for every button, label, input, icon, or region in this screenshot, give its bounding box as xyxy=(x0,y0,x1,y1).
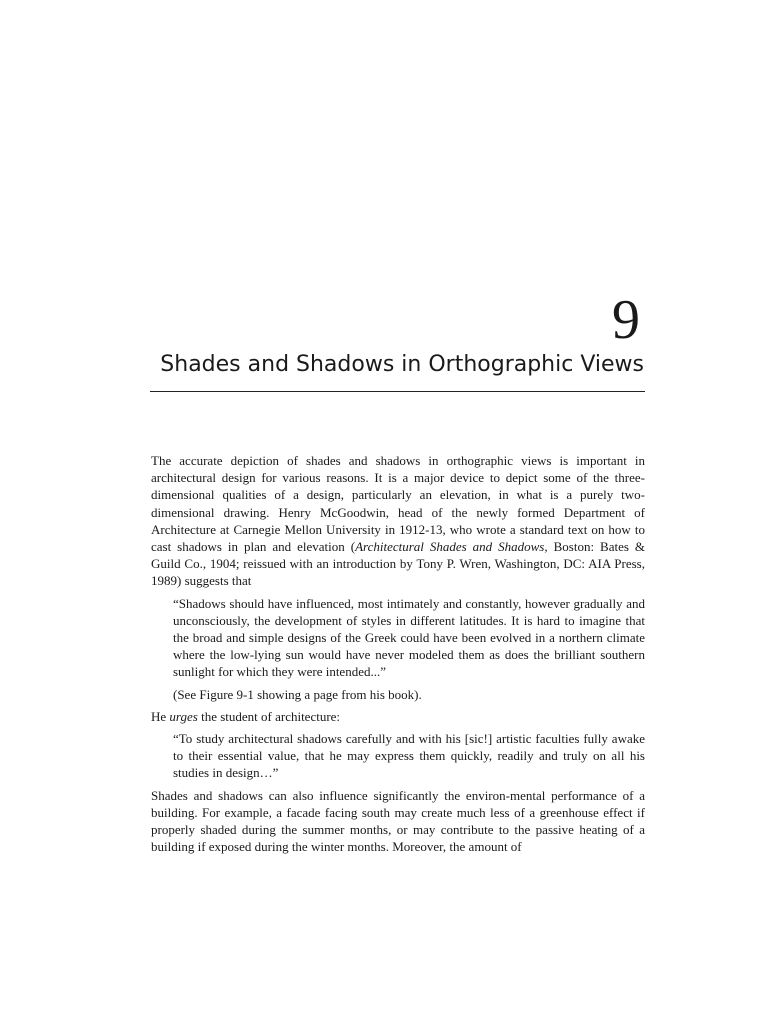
closing-paragraph: Shades and shadows can also influence significantly the environ-mental performance of a building. For example, a facade facing south may create much less of a greenhouse effect if properly shaded during the summer months, or may contribute to the passive heating of a building if exposed during the winter months. Moreover, the amount of xyxy=(151,787,645,855)
block-quote-1: “Shadows should have influenced, most intimately and constantly, however gradually and unconsciously, the development of styles in different latitudes. It is hard to imagine that the broad and simple designs of the Greek could have been evolved in a northern climate where the low-lying sun would have never modeled them as does the brilliant southern sunlight for which they were intended...” xyxy=(173,595,645,680)
title-rule xyxy=(150,391,645,392)
intro-text: The accurate depiction of shades and shadows in orthographic views is important in architectural design for various reasons. It is a major device to depict some of the three-dimensional qualities of a design, particularly an elevation, in what is a purely two-dimensional drawing. Henry McGoodwin, head of the newly formed Department of Architecture at Carnegie Mellon University in 1912-13, who wrote a standard text on how to cast shadows in plan and elevation ( xyxy=(151,453,645,555)
book-title: Architectural Shades and Shadows xyxy=(355,539,545,555)
chapter-title: Shades and Shadows in Orthographic Views xyxy=(160,352,644,377)
figure-note: (See Figure 9-1 showing a page from his book). xyxy=(173,686,422,702)
chapter-number: 9 xyxy=(612,289,640,351)
body-text xyxy=(151,452,645,860)
urges-word: urges xyxy=(169,708,198,724)
urges-line: He urges the student of architecture: xyxy=(151,708,341,724)
intro-paragraph xyxy=(151,452,645,590)
block-quote-2: “To study architectural shadows carefully and with his [sic!] artistic faculties fully awake to their essential value, that he may express them quickly, readily and truly on all his studies in design…” xyxy=(173,731,645,781)
intro-text-end: , Boston: Bates & Guild Co., 1904; reissued with an introduction by Tony P. Wren, Washington, DC: AIA Press, 1989) suggests that xyxy=(151,539,645,589)
